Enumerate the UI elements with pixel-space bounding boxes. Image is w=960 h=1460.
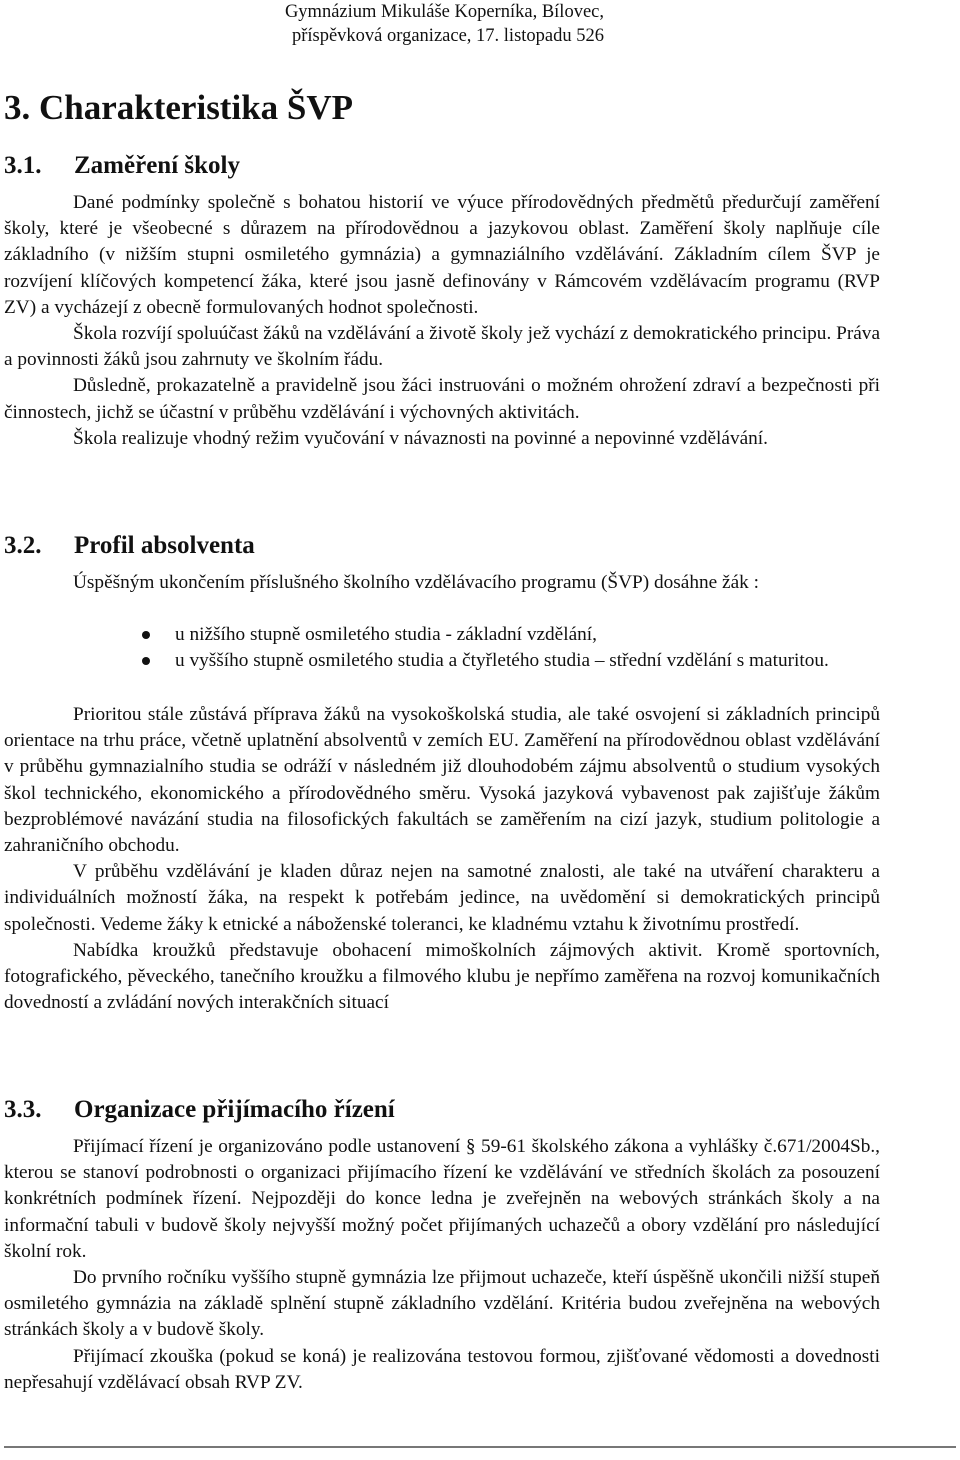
section-3-2-title: Profil absolventa [74, 532, 255, 559]
section-3-1-heading [4, 152, 240, 180]
list-item [0, 648, 880, 674]
section-3-3-body [4, 1134, 880, 1396]
header-line-2: příspěvková organizace, 17. listopadu 526 [291, 26, 604, 46]
bullet-icon [142, 631, 150, 639]
section-3-3-heading [4, 1096, 395, 1124]
footer-divider [4, 1446, 956, 1448]
section-3-2-body [4, 570, 880, 596]
section-3-2-body-cont [4, 702, 880, 1016]
paragraph: Dané podmínky společně s bohatou historií ve výuce přírodovědných předmětů předurčují zaměření školy, které je všeobecné s důrazem na přírodovědnou a jazykovou oblast. Zaměření školy naplňuje cíle základního (v nižším stupni osmiletého gymnázia) a gymnaziálního vzdělávání. Základním cílem ŠVP je rozvíjení klíčových kompetencí žáka, které jsou jasně definovány v Rámcovém vzdělávacím programu (RVP ZV) a vycházejí z obecně formulovaných hodnot společnosti. [4, 192, 880, 318]
paragraph: Nabídka kroužků představuje obohacení mimoškolních zájmových aktivit. Kromě sportovních, fotografického, pěveckého, tanečního kroužku a filmového klubu je nepřímo zaměřena na rozvoj komunikačních dovedností a zvládání nových interakčních situací [4, 939, 880, 1014]
paragraph-intro: Úspěšným ukončením příslušného školního vzdělávacího programu (ŠVP) dosáhne žák : [73, 572, 759, 593]
section-3-1-title: Zaměření školy [74, 152, 240, 179]
paragraph: V průběhu vzdělávání je kladen důraz nejen na samotné znalosti, ale také na utváření charakteru a individuálních možností žáka, na respekt k potřebám jedince, na uvědomění si demokratických principů společnosti. Vedeme žáky k etnické a náboženské toleranci, ke kladnému vztahu k životnímu prostředí. [4, 861, 880, 935]
list-item-text: u nižšího stupně osmiletého studia - základní vzdělání, [175, 624, 597, 645]
list-item-text: u vyššího stupně osmiletého studia a čtyřletého studia – střední vzdělání s maturitou. [175, 650, 829, 672]
header-line-1: Gymnázium Mikuláše Koperníka, Bílovec, [284, 2, 604, 22]
section-3-2-number: 3.2. [4, 532, 42, 559]
paragraph: Přijímací zkouška (pokud se koná) je realizována testovou formou, zjišťované vědomosti a dovednosti nepřesahují vzdělávací obsah RVP ZV. [4, 1345, 880, 1393]
paragraph: Přijímací řízení je organizováno podle ustanovení § 59-61 školského zákona a vyhlášky č.671/2004Sb., kterou se stanoví podrobnosti o organizaci přijímacího řízení ke vzdělávání ve středních školách za posouzení konkrétních podmínek řízení. Nejpozději do konce ledna je zveřejněn na webových stránkách školy a na informační tabuli v budově školy nejvyšší možný počet přijímaných uchazečů a obory vzdělání pro následující školní rok. [4, 1136, 880, 1262]
paragraph: Škola rozvíjí spoluúčast žáků na vzdělávání a životě školy jež vychází z demokratického principu. Práva a povinnosti žáků jsou zahrnuty ve školním řádu. [4, 323, 880, 371]
bullet-icon [142, 657, 150, 665]
section-3-3-title: Organizace přijímacího řízení [74, 1096, 395, 1123]
list-item [0, 622, 880, 648]
paragraph: Prioritou stále zůstává příprava žáků na vysokoškolská studia, ale také osvojení si základních principů orientace na trhu práce, včetně uplatnění absolventů v zemích EU. Zaměření na přírodovědnou oblast vzdělávání v průběhu gymnazialního studia se odráží v následném již dlouhodobém zájmu absolventů o studium vysokých škol technického, ekonomického a přírodovědného směru. Vysoká jazyková vybavenost pak zajišťuje žákům bezproblémové navázání studia na filosofických fakultách se zaměřením na cizí jazyk, studium politologie a zahraničního obchodu. [4, 704, 880, 857]
page-header [285, 0, 604, 48]
paragraph: Důsledně, prokazatelně a pravidelně jsou žáci instruováni o možném ohrožení zdraví a bezpečnosti při činnostech, jichž se účastní v průběhu vzdělávání i výchovných aktivitách. [4, 375, 880, 423]
chapter-title: 3. Charakteristika ŠVP [4, 88, 354, 127]
paragraph: Do prvního ročníku vyššího stupně gymnázia lze přijmout uchazeče, kteří úspěšně ukončili nižší stupeň osmiletého gymnázia na základě splnění stupně základního vzdělání. Kritéria budou zveřejněna na webových stránkách školy a v budově školy. [4, 1267, 880, 1341]
section-3-1-body [4, 190, 880, 452]
section-3-2-heading [4, 532, 255, 560]
section-3-1-number: 3.1. [4, 152, 42, 179]
bullet-list [0, 622, 880, 674]
paragraph: Škola realizuje vhodný režim vyučování v návaznosti na povinné a nepovinné vzdělávání. [73, 427, 768, 449]
section-3-3-number: 3.3. [4, 1096, 42, 1123]
